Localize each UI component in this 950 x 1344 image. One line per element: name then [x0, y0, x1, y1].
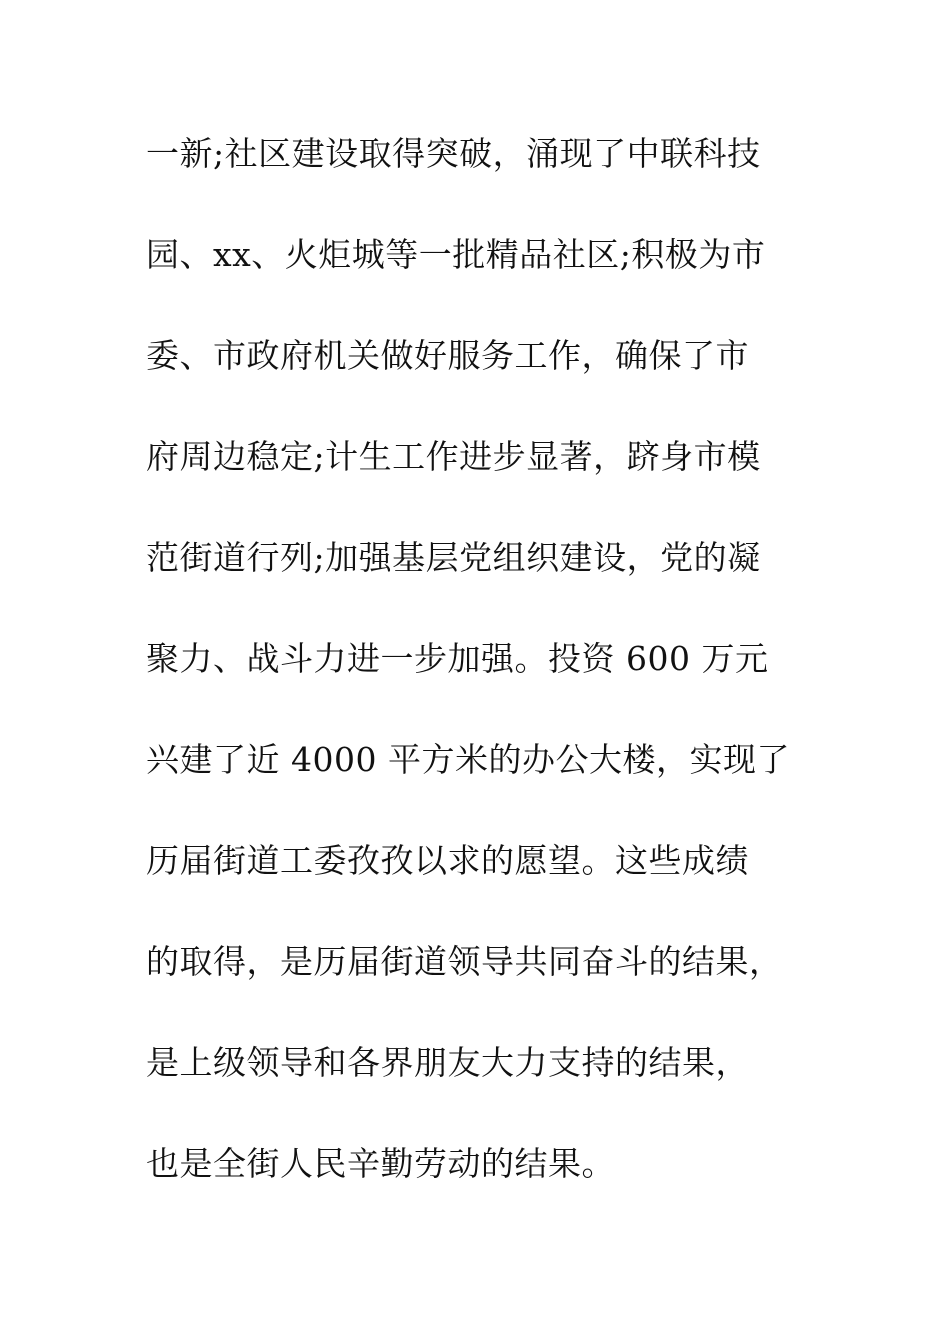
text-line-2: 园、xx、火炬城等一批精品社区;积极为市: [146, 235, 766, 274]
text-line-1: 一新;社区建设取得突破，涌现了中联科技: [146, 134, 761, 173]
text-line-5: 范街道行列;加强基层党组织建设，党的凝: [146, 538, 761, 577]
text-line-7: 兴建了近 4000 平方米的办公大楼，实现了: [146, 740, 790, 779]
text-line-6: 聚力、战斗力进一步加强。投资 600 万元: [146, 639, 769, 678]
text-line-10: 是上级领导和各界朋友大力支持的结果，: [146, 1043, 749, 1082]
text-line-3: 委、市政府机关做好服务工作，确保了市: [146, 336, 749, 375]
text-line-8: 历届街道工委孜孜以求的愿望。这些成绩: [146, 841, 749, 880]
text-line-4: 府周边稳定;计生工作进步显著，跻身市模: [146, 437, 761, 476]
text-line-11: 也是全街人民辛勤劳动的结果。: [146, 1144, 615, 1183]
text-line-9: 的取得，是历届街道领导共同奋斗的结果，: [146, 942, 783, 981]
body-text: [146, 123, 846, 1234]
